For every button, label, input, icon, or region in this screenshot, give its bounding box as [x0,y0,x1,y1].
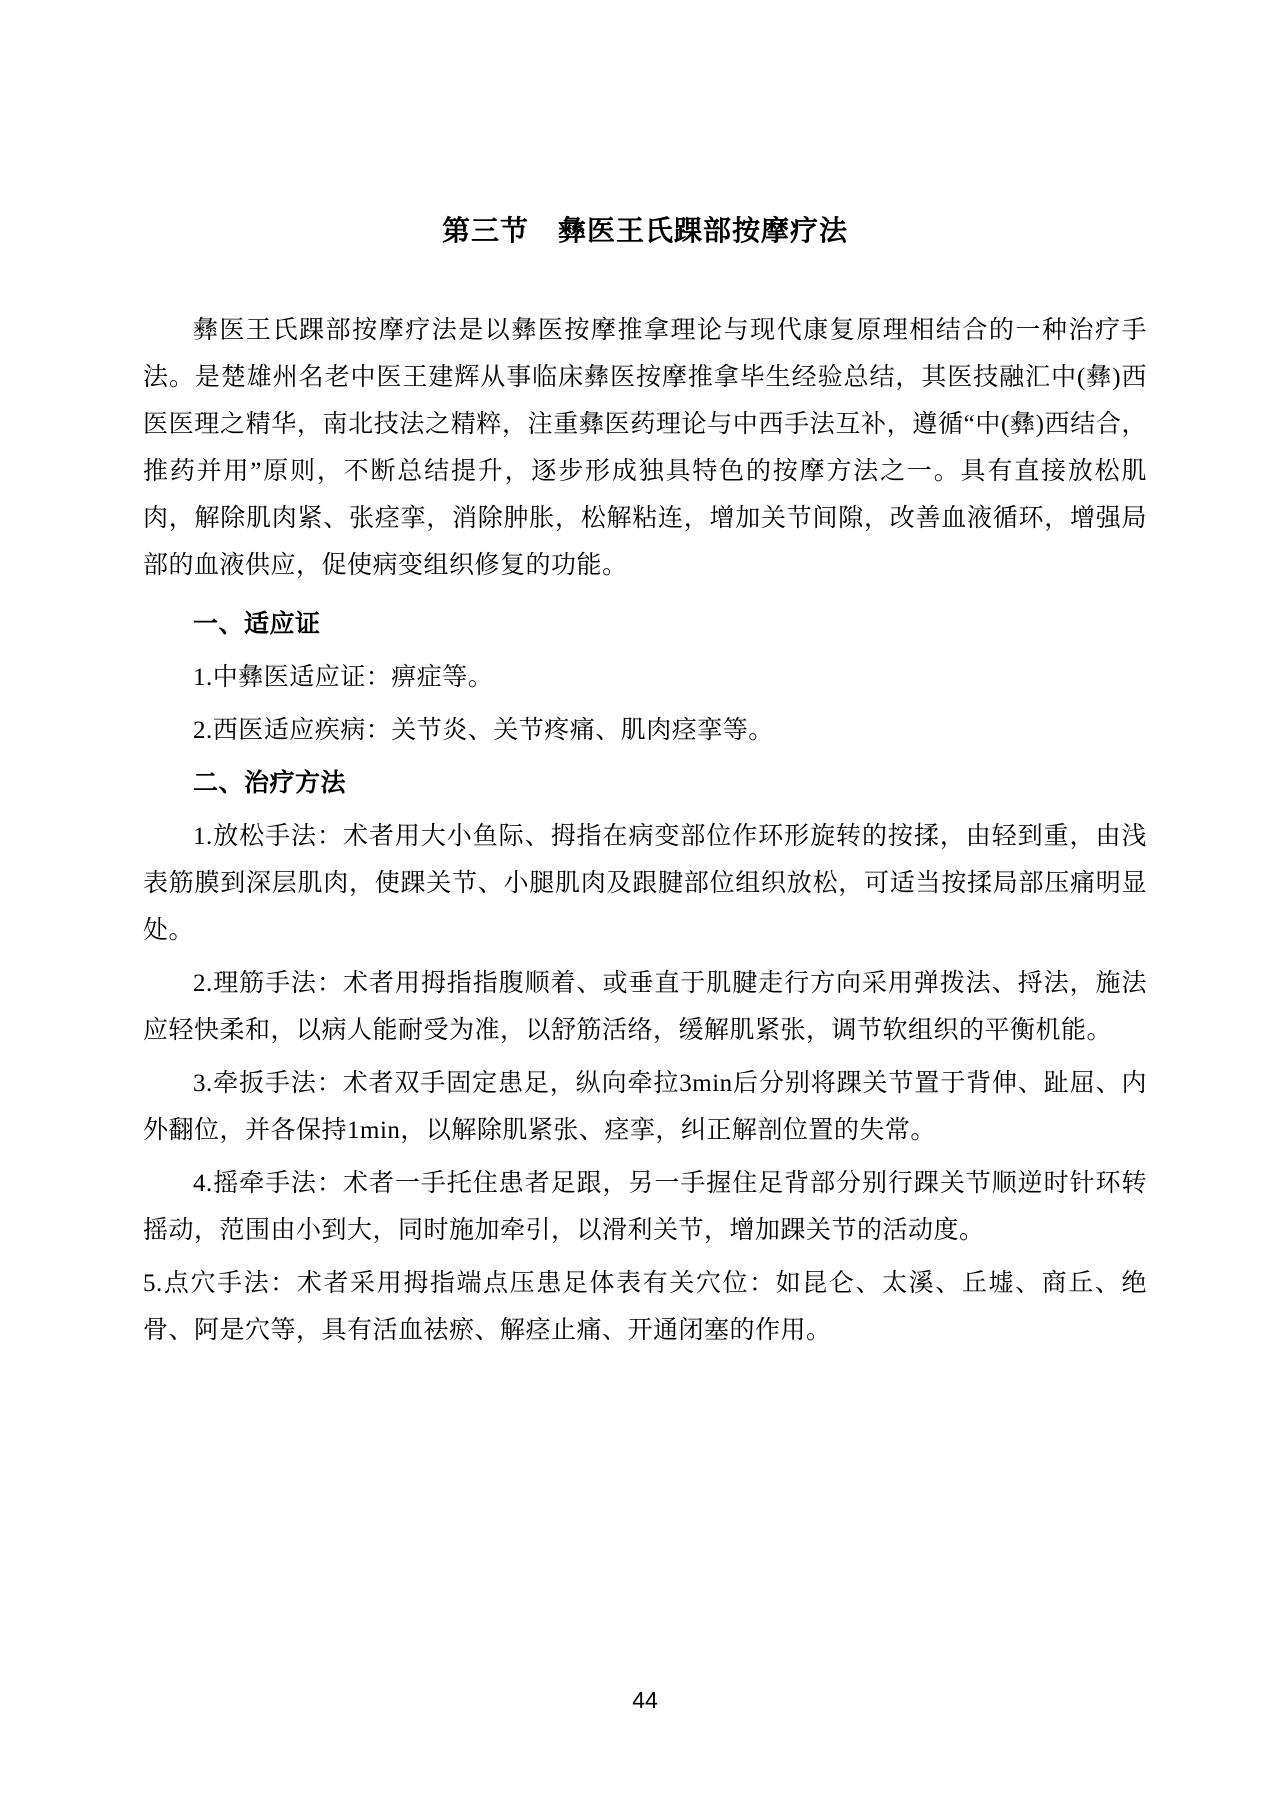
indication-item-1: 1.中彝医适应证：痹症等。 [193,664,494,691]
indication-item-2: 2.西医适应疾病：关节炎、关节疼痛、肌肉痉挛等。 [193,717,774,744]
method-paragraph-rocking-traction: 4.摇牵手法：术者一手托住患者足跟，另一手握住足背部分别行踝关节顺逆时针环转摇动，范围由小到大，同时施加牵引，以滑利关节，增加踝关节的活动度。 [143,1170,1147,1244]
document-content [143,0,1147,1354]
intro-paragraph: 彝医王氏踝部按摩疗法是以彝医按摩推拿理论与现代康复原理相结合的一种治疗手法。是楚雄州名老中医王建辉从事临床彝医按摩推拿毕生经验总结，其医技融汇中(彝)西医医理之精华，南北技法之精粹，注重彝医药理论与中西手法互补，遵循“中(彝)西结合，推药并用”原则，不断总结提升，逐步形成独具特色的按摩方法之一。具有直接放松肌肉，解除肌肉紧、张痉挛，消除肿胀，松解粘连，增加关节间隙，改善血液循环，增强局部的血液供应，促使病变组织修复的功能。 [143,317,1147,579]
method-paragraph-tendon-regulating: 2.理筋手法：术者用拇指指腹顺着、或垂直于肌腱走行方向采用弹拨法、捋法，施法应轻快柔和，以病人能耐受为准，以舒筋活络，缓解肌紧张，调节软组织的平衡机能。 [143,970,1147,1044]
method-paragraph-acupoint-pressing: 5.点穴手法：术者采用拇指端点压患足体表有关穴位：如昆仑、太溪、丘墟、商丘、绝骨、阿是穴等，具有活血祛瘀、解痉止痛、开通闭塞的作用。 [143,1270,1147,1344]
page-number: 44 [632,1687,658,1713]
heading-treatment-methods: 二、治疗方法 [193,770,347,797]
method-paragraph-traction: 3.牵扳手法：术者双手固定患足，纵向牵拉3min后分别将踝关节置于背伸、趾屈、内外翻位，并各保持1min，以解除肌紧张、痉挛，纠正解剖位置的失常。 [143,1070,1147,1144]
section-title: 第三节 彝医王氏踝部按摩疗法 [441,216,848,247]
heading-indications: 一、适应证 [193,611,321,638]
method-paragraph-relaxation: 1.放松手法：术者用大小鱼际、拇指在病变部位作环形旋转的按揉，由轻到重，由浅表筋膜到深层肌肉，使踝关节、小腿肌肉及跟腱部位组织放松，可适当按揉局部压痛明显处。 [143,823,1147,944]
